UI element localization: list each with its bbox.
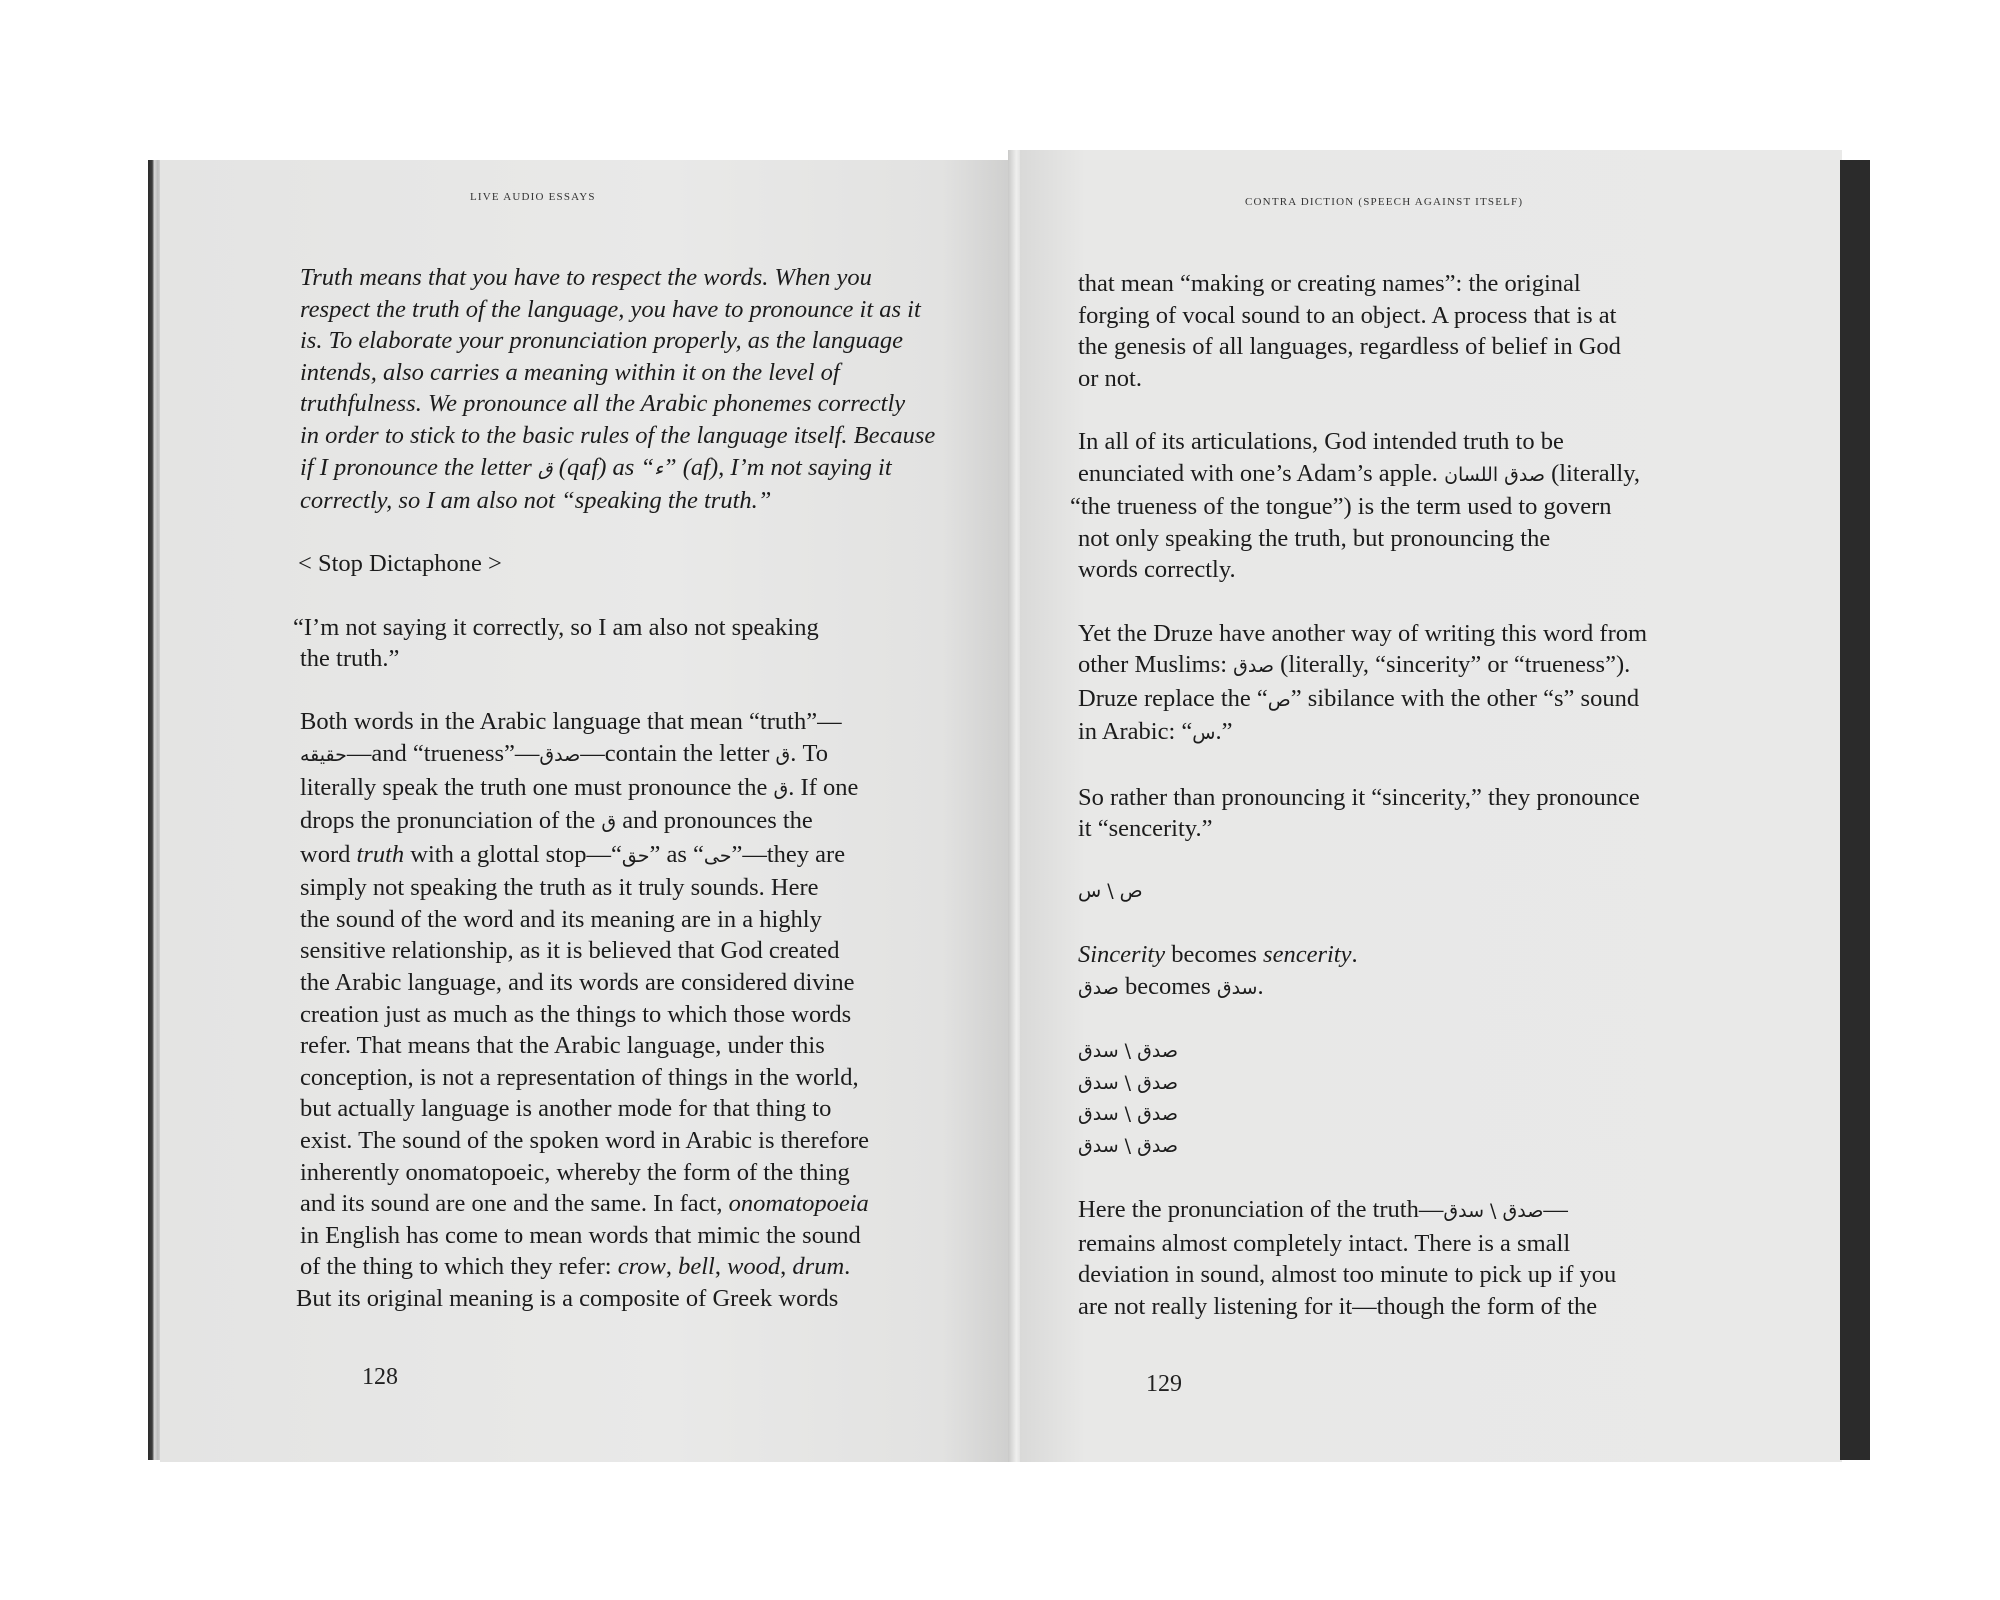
stop-dictaphone-label: < Stop Dictaphone > [298,550,502,578]
text-line: in order to stick to the basic rules of the language itself. Because [300,421,936,449]
text-line: صدق \ سدق [1078,1135,1178,1158]
quote-repeat-paragraph [293,612,950,675]
text-line: صدق \ سدق [1078,1040,1178,1063]
text-line: enunciated with one’s Adam’s apple. صدق اللسان (literally, [1078,459,1641,487]
text-line: inherently onomatopoeic, whereby the form of the thing [300,1158,850,1186]
arabic-word: سدق [1216,977,1258,1000]
text-line: and its sound are one and the same. In fact, onomatopoeia [300,1190,869,1218]
arabic-word: حى [703,844,732,867]
text-line: or not. [1078,364,1142,392]
arabic-letter-pair [1078,876,1738,908]
arabic-letter: ص [1267,688,1291,711]
text-line: Yet the Druze have another way of writing this word from [1078,619,1648,647]
body-paragraph [1078,268,1738,394]
text-line: صدق \ سدق [1078,1071,1178,1094]
text-line: deviation in sound, almost too minute to pick up if you [1078,1261,1617,1289]
arabic-letter: س [1192,722,1216,745]
arabic-word: حق [621,844,650,867]
text-line: conception, is not a representation of things in the world, [300,1063,859,1091]
text-line: drops the pronunciation of the ق and pronounces the [300,807,813,835]
text-line: in Arabic: “س.” [1078,718,1233,746]
text-line: Both words in the Arabic language that mean “truth”— [300,708,842,736]
text-line: is. To elaborate your pronunciation properly, as the language [300,327,903,355]
body-paragraph [296,706,950,1314]
right-page-edge-block [1840,160,1870,1460]
text-line: حقيقه—and “trueness”—صدق—contain the letter ق. To [300,739,829,767]
text-line: forging of vocal sound to an object. A process that is at [1078,301,1617,329]
arabic-letter: ق [537,457,553,480]
right-page-number: 129 [1146,1371,1182,1397]
text-line: intends, also carries a meaning within it on the level of [300,358,840,386]
text-line: In all of its articulations, God intended truth to be [1078,427,1564,455]
text-line: it “sencerity.” [1078,815,1213,843]
text-line: صدق becomes سدق. [1078,973,1264,1001]
text-line: creation just as much as the things to which those words [300,1000,852,1028]
arabic-word: حقيقه [300,743,347,766]
text-line: But its original meaning is a composite of Greek words [296,1285,839,1312]
text-line: respect the truth of the language, you have to pronounce it as it [300,295,921,323]
text-line: So rather than pronouncing it “sincerity,” they pronounce [1078,783,1640,811]
text-line: other Muslims: صدق (literally, “sincerity” or “trueness”). [1078,651,1631,679]
body-paragraph [1078,939,1738,1004]
arabic-letter: ق [775,743,791,766]
arabic-letter: ق [773,777,789,800]
left-page-text [293,262,950,1346]
text-line: simply not speaking the truth as it truly sounds. Here [300,874,819,902]
arabic-phrase: صدق اللسان [1444,463,1545,486]
text-line: are not really listening for it—though the form of the [1078,1293,1598,1320]
text-line: truthfulness. We pronounce all the Arabic phonemes correctly [300,390,906,418]
text-line: Here the pronunciation of the truth—صدق \ سدق— [1078,1196,1568,1224]
text-line: literally speak the truth one must pronounce the ق. If one [300,773,859,801]
arabic-word-pairs [1078,1036,1738,1162]
text-line: Druze replace the “ص” sibilance with the other “s” sound [1078,684,1640,712]
arabic-phrase: صدق \ سدق [1443,1200,1544,1223]
text-line: word truth with a glottal stop—“حق” as “حى”—they are [300,840,846,868]
text-line: ص \ س [1078,880,1143,903]
text-line: refer. That means that the Arabic language, under this [300,1032,825,1060]
text-line: remains almost completely intact. There is a small [1078,1229,1571,1257]
text-line: the genesis of all languages, regardless of belief in God [1078,333,1621,361]
text-line: صدق \ سدق [1078,1103,1178,1126]
body-paragraph [1078,1194,1738,1322]
text-line: words correctly. [1078,556,1236,584]
text-line: not only speaking the truth, but pronouncing the [1078,524,1551,552]
text-line: “the trueness of the tongue”) is the term used to govern [1070,493,1612,521]
text-line: of the thing to which they refer: crow, bell, wood, drum. [300,1253,851,1281]
body-paragraph [1078,782,1738,845]
text-line: “I’m not saying it correctly, so I am also not speaking [293,613,819,641]
text-line: but actually language is another mode for that thing to [300,1095,832,1123]
text-line: correctly, so I am also not “speaking the truth.” [300,487,772,515]
text-line: the sound of the word and its meaning are in a highly [300,905,822,933]
right-page-text [1070,268,1738,1354]
text-line: that mean “making or creating names”: the original [1078,270,1581,297]
left-page-number: 128 [362,1364,398,1390]
left-running-head: LIVE AUDIO ESSAYS [470,191,596,203]
text-line: Sincerity becomes sencerity. [1078,941,1358,969]
text-line: if I pronounce the letter ق (qaf) as “ء” (af), I’m not saying it [300,453,892,481]
arabic-word: صدق [1233,655,1275,678]
body-paragraph [1078,618,1738,750]
text-line: sensitive relationship, as it is believed that God created [300,937,840,965]
arabic-letter: ق [601,811,617,834]
right-running-head: CONTRA DICTION (SPEECH AGAINST ITSELF) [1245,196,1524,208]
text-line: the truth.” [300,645,400,673]
text-line: the Arabic language, and its words are considered divine [300,969,855,997]
text-line: Truth means that you have to respect the words. When you [300,264,872,291]
arabic-letter: ء [654,457,664,480]
arabic-word: صدق [539,743,581,766]
body-paragraph [1070,426,1738,586]
quote-paragraph [300,262,950,517]
arabic-word: صدق [1078,977,1119,1000]
text-line: in English has come to mean words that mimic the sound [300,1221,861,1249]
text-line: exist. The sound of the spoken word in Arabic is therefore [300,1127,870,1155]
